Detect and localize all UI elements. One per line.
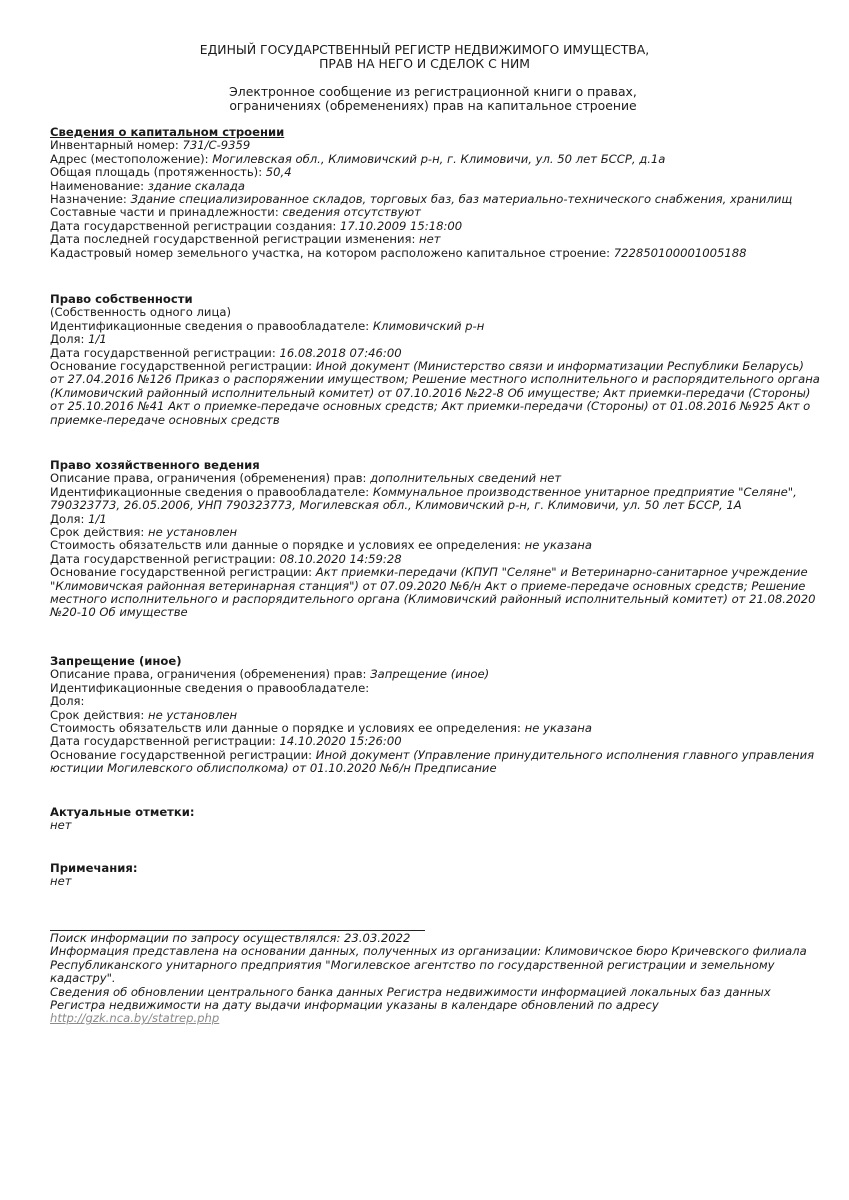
field-value: Климовичский р-н: [372, 318, 485, 333]
footer-source: Информация представлена на основании данных, полученных из организации: Климовичское бюро Кричевского филиала Республиканского унитарного предприятия "Могилевское агентство по государственной регистрации и земельному кадастру".: [50, 944, 807, 986]
field-value: 08.10.2020 14:59:28: [279, 551, 402, 566]
prohibition-section: [50, 655, 820, 776]
field-row: [50, 180, 820, 193]
field-value: 14.10.2020 15:26:00: [279, 734, 402, 749]
field-value: нет: [419, 232, 441, 247]
field-value: 17.10.2009 15:18:00: [339, 218, 463, 233]
field-label: Срок действия:: [50, 707, 148, 722]
field-value: Запрещение (иное): [370, 667, 490, 682]
field-value: 16.08.2018 07:46:00: [279, 345, 402, 360]
ownership-fields: [50, 318, 824, 427]
field-row: [50, 722, 820, 735]
field-label: Общая площадь (протяженность):: [50, 165, 266, 180]
field-value: 1/1: [88, 332, 107, 347]
field-value: Коммунальное производственное унитарное предприятие "Селяне", 790323773, 26.05.2006, УНП 790323773, Могилевская обл., Климовичский р-н, г. Климовичи, ул. 50 лет БССР, 1А: [50, 484, 801, 513]
footer-link[interactable]: http://gzk.nca.by/statrep.php: [50, 1011, 220, 1026]
field-label: Основание государственной регистрации:: [50, 359, 316, 374]
prohibition-fields: [50, 668, 820, 775]
economic-right-section: [50, 459, 820, 620]
field-label: Основание государственной регистрации:: [50, 565, 316, 580]
field-value: 731/С-9359: [182, 138, 251, 153]
field-label: Основание государственной регистрации:: [50, 747, 316, 762]
field-value: 1/1: [88, 511, 107, 526]
field-label: Описание права, ограничения (обременения) прав:: [50, 471, 371, 486]
field-row: [50, 347, 820, 360]
field-row: [50, 472, 820, 485]
field-label: Стоимость обязательств или данные о порядке и условиях ее определения:: [50, 721, 525, 736]
notes-section: [50, 862, 820, 889]
field-value: не установлен: [147, 707, 238, 722]
field-row: [50, 359, 824, 427]
building-fields: [50, 139, 820, 260]
field-label: Дата государственной регистрации:: [50, 551, 280, 566]
field-label: Назначение:: [50, 192, 131, 207]
field-value: не указана: [524, 721, 592, 736]
field-row: [50, 193, 820, 206]
field-label: Составные части и принадлежности:: [50, 205, 283, 220]
field-value: 722850100001005188: [613, 245, 747, 260]
field-label: Дата государственной регистрации создания:: [50, 218, 340, 233]
field-row: [50, 526, 820, 539]
field-row: [50, 566, 820, 620]
field-value: не указана: [524, 538, 592, 553]
field-value: здание скалада: [147, 178, 246, 193]
economic-right-fields: [50, 472, 820, 619]
field-row: [50, 735, 820, 748]
field-value: дополнительных сведений нет: [370, 471, 562, 486]
field-row: [50, 695, 820, 708]
footer-search-date: Поиск информации по запросу осуществлялся: 23.03.2022: [50, 931, 411, 945]
notes-value: нет: [50, 874, 72, 889]
document-title: [0, 43, 849, 71]
current-marks-heading: Актуальные отметки:: [50, 805, 195, 819]
field-label: Доля:: [50, 511, 89, 526]
footer-update-info: Сведения об обновлении центрального банка данных Регистра недвижимости информацией локальных баз данных Регистра недвижимости на дату выдачи информации указаны в календаре обновлений по адресу: [50, 984, 771, 1013]
field-row: [50, 233, 820, 246]
field-row: [50, 486, 820, 513]
ownership-note: (Собственность одного лица): [50, 305, 231, 320]
field-row: [50, 668, 820, 681]
field-label: Срок действия:: [50, 525, 148, 540]
footer: [50, 932, 810, 1026]
field-label: Доля:: [50, 694, 89, 709]
current-marks-value: нет: [50, 818, 72, 833]
field-row: [50, 166, 820, 179]
field-label: Доля:: [50, 332, 89, 347]
ownership-section: [50, 292, 824, 427]
prohibition-heading: Запрещение (иное): [50, 654, 182, 668]
title-line-2: ПРАВ НА НЕГО И СДЕЛОК С НИМ: [319, 56, 530, 71]
field-row: [50, 153, 820, 166]
field-value: Иной документ (Управление принудительного исполнения главного управления юстиции Могилевского облисполкома) от 01.10.2020 №6/н Предписание: [50, 747, 818, 776]
field-label: Идентификационные сведения о правообладателе:: [50, 318, 373, 333]
field-value: сведения отсутствуют: [282, 205, 421, 220]
building-heading: Сведения о капитальном строении: [50, 125, 285, 139]
field-value: Могилевская обл., Климовичский р-н, г. Климовичи, ул. 50 лет БССР, д.1а: [212, 151, 666, 166]
field-value: не установлен: [147, 525, 238, 540]
field-row: [50, 682, 820, 695]
field-row: [50, 247, 820, 260]
field-value: Акт приемки-передачи (КПУП "Селяне" и Ветеринарно-санитарное учреждение "Климовичская районная ветеринарная станция") от 07.09.2020 №6/н Акт о приеме-передаче основных средств; Решение местного исполнительного и распорядительного органа (Климовичский районный исполнительный комитет) от 21.08.2020 №20-10 Об имуществе: [50, 565, 820, 620]
field-row: [50, 206, 820, 219]
field-value: Здание специализированное складов, торговых баз, баз материально-технического снабжения, хранилищ: [130, 192, 793, 207]
field-row: [50, 333, 820, 346]
economic-right-heading: Право хозяйственного ведения: [50, 458, 260, 472]
notes-heading: Примечания:: [50, 861, 138, 875]
field-value: Иной документ (Министерство связи и информатизации Республики Беларусь) от 27.04.2016 №126 Приказ о распоряжении имуществом; Решение местного исполнительного и распорядительного органа (Климовичский районный исполнительный комитет) от 07.10.2016 №22-8 Об имуществе; Акт приемки-передачи (Стороны) от 25.10.2016 №41 Акт о приемке-передаче основных средств; Акт приемки-передачи (Стороны) от 01.08.2016 №925 Акт о приемке-передаче основных средств: [50, 359, 824, 427]
current-marks-section: [50, 806, 820, 833]
field-label: Идентификационные сведения о правообладателе:: [50, 484, 373, 499]
field-label: Стоимость обязательств или данные о порядке и условиях ее определения:: [50, 538, 525, 553]
field-label: Описание права, ограничения (обременения) прав:: [50, 667, 371, 682]
subtitle-line-2: ограничениях (обременениях) прав на капитальное строение: [229, 98, 637, 113]
field-row: [50, 539, 820, 552]
field-row: [50, 709, 820, 722]
ownership-heading: Право собственности: [50, 292, 193, 306]
field-row: [50, 320, 820, 333]
field-row: [50, 553, 820, 566]
field-label: Дата государственной регистрации:: [50, 734, 280, 749]
field-label: Адрес (местоположение):: [50, 151, 213, 166]
field-label: Дата государственной регистрации:: [50, 345, 280, 360]
field-row: [50, 139, 820, 152]
title-line-1: ЕДИНЫЙ ГОСУДАРСТВЕННЫЙ РЕГИСТР НЕДВИЖИМОГО ИМУЩЕСТВА,: [199, 42, 650, 57]
field-label: Дата последней государственной регистрации изменения:: [50, 232, 420, 247]
field-label: Наименование:: [50, 178, 148, 193]
field-label: Инвентарный номер:: [50, 138, 183, 153]
field-row: [50, 513, 820, 526]
building-section: [50, 126, 820, 260]
field-label: Идентификационные сведения о правообладателе:: [50, 680, 373, 695]
field-value: 50,4: [265, 165, 292, 180]
field-label: Кадастровый номер земельного участка, на котором расположено капитальное строение:: [50, 245, 614, 260]
field-row: [50, 749, 820, 776]
subtitle-line-1: Электронное сообщение из регистрационной книги о правах,: [229, 84, 637, 99]
document-subtitle: [0, 85, 849, 113]
field-row: [50, 220, 820, 233]
